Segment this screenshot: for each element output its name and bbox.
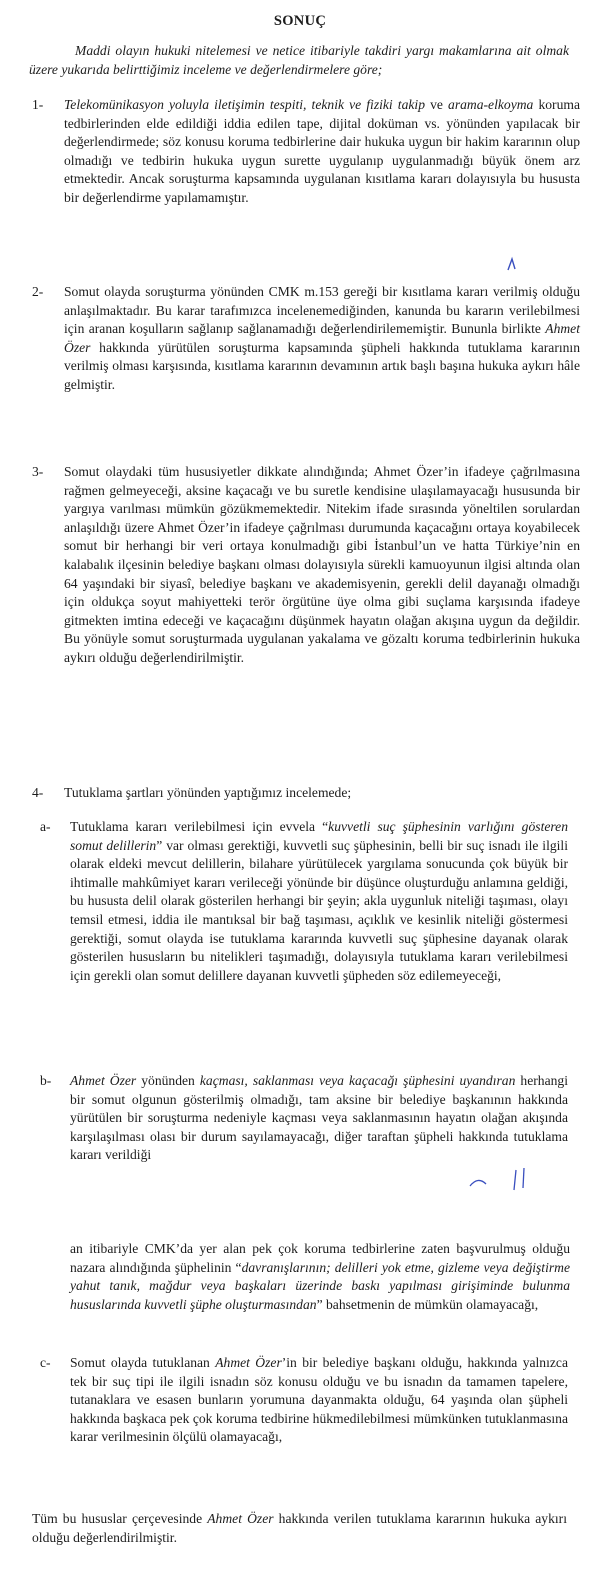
item-text-part: Tüm bu hususlar çerçevesinde — [32, 1511, 208, 1526]
sub-item-a — [40, 818, 568, 985]
item-text: Somut olaydaki tüm hususiyetler dikkate alındığında; Ahmet Özer’in ifadeye çağrılmasına rağmen gelmeyeceği, aksine kaçacağı ve bu suretle kendisine ulaşılamayacağı hususunda bir yargıya varılması mümkün gözükmemektedir. Nitekim ifade sırasında yöneltilen sorulardan anlaşıldığı üzere Ahmet Özer’in ifadeye çağrılması durumunda kaçacağını ortaya koyabilecek somut bir herhangi bir veri ortaya konulmadığı gibi İstanbul’un ve hatta Türkiye’nin en kalabalık ilçesinin belediye başkanı olması dolayısıyla sürekli kamuoyunun ilgisi altında olan 64 yaşındaki bir siyasî, belediye başkanı ve akademisyenin, gerekli delil dayanağı olmadığı için oldukça soyut mahiyetteki terör örgütüne üye olma gibi suçlama karşısında ifadeye gitmekten imtina edeceği ve kaçacağını düşünmek hayatın olağan akışına uygun da değildir. Bu yönüyle somut soruşturmada uygulanan yakalama ve gözaltı koruma tedbirlerinin hukuka aykırı olduğu değerlendirilmiştir. — [64, 464, 580, 666]
intro-paragraph: Maddi olayın hukuki nitelemesi ve netice itibariyle takdiri yargı makamlarına ait olmak üzere yukarıda belirttiğimiz inceleme ve değerlendirmelere göre; — [29, 43, 569, 77]
sub-item-text — [70, 1072, 568, 1165]
item-number: 3- — [32, 464, 44, 479]
item-number: 4- — [32, 785, 44, 800]
handwritten-mark-icon — [505, 256, 519, 272]
page-title: SONUÇ — [273, 13, 327, 29]
item-emphasis: Ahmet Özer — [64, 321, 580, 355]
item-text-part: ’in bir belediye başkanı olduğu, hakkında yalnızca tek bir suç tipi ile ilgili isnadın söz konusu olduğu ve bu isnadın da tamamen tapelere, tutanaklara ve esasen bunların yorumuna dayanmakta olduğu, 64 yaşında olan şüpheli hakkında başkaca pek çok koruma tedbirine hükmedilebilmesi mümkünken tutuklanmasına karar verilmesinin ölçülü olamayacağı, — [70, 1355, 568, 1445]
item-emphasis: Telekomünikasyon yoluyla iletişimin tespiti, teknik ve fiziki takip — [64, 97, 425, 112]
item-emphasis: Ahmet Özer — [70, 1073, 137, 1088]
item-2 — [32, 283, 580, 395]
sub-item-text — [70, 1354, 568, 1447]
sub-item-text — [70, 818, 568, 985]
item-text-part: Somut olayda tutuklanan — [70, 1355, 216, 1370]
item-text-part: ” bahsetmenin de mümkün olamayacağı, — [316, 1296, 539, 1312]
item-emphasis: arama-elkoyma — [448, 97, 534, 112]
sub-item-number: b- — [40, 1073, 52, 1088]
item-text-part: hakkında yürütülen soruşturma kapsamında şüpheli hakkında tutuklama kararının verilmiş olması karşısında, kısıtlama kararının devamının artık başlı başına hukuka aykırı hâle gelmiştir. — [64, 339, 580, 393]
sub-item-number: c- — [40, 1355, 51, 1370]
item-emphasis: kuvvetli suç şüphesinin varlığını gösteren somut delillerin — [70, 819, 568, 853]
sub-item-number: a- — [40, 819, 51, 834]
item-emphasis: davranışlarının; delilleri yok etme, gizleme veya değiştirme yahut tanık, mağdur veya başkaları üzerinde baskı yapılması girişiminde bulunma hususlarında kuvvetli şüphe oluşturmasından — [70, 1259, 570, 1312]
item-emphasis: Ahmet Özer — [215, 1355, 282, 1370]
final-paragraph — [32, 1510, 567, 1547]
sub-item-b — [40, 1072, 568, 1165]
item-1 — [32, 96, 580, 208]
item-number: 1- — [32, 97, 44, 112]
item-text-part: herhangi bir somut olgunun gösterilmiş olmadığı, tam aksine bir belediye başkanının hakkında yürütülen bir soruşturma nedeniyle kaçması veya saklanmasının hayatın olağan akışında karşılaşılması olası bir durum sayılamayacağı, diğer taraftan şüpheli hakkında tutuklama kararı verildiği — [70, 1073, 568, 1163]
item-4 — [32, 784, 580, 803]
item-text-part: ve — [425, 97, 449, 112]
item-3 — [32, 463, 580, 668]
sub-item-c — [40, 1354, 568, 1447]
item-text-part: ” var olması gerektiği, kuvvetli suç şüphesinin, belli bir suç isnadı ile ilgili olarak eldeki mevcut delillerin, bilahare yürütülecek yargılama sonucunda çok büyük bir ihtimalle mahkûmiyet kararı verileceği yönünde bir düşünce oluşturduğu anlamına geldiği, bu hususta delil olarak gösterilen herhangi bir şeyin; akla uygunluk niteliği taşıması, olayı temsil etmesi, iddia ile mantıksal bir bağ taşıması, açıklık ve kesinlik niteliği göstermesi gerektiği, somut olayda ise tutuklama kararında kuvvetli suç şüphesine dayanak olarak gösterilen hususların bu nitelikleri taşımadığı, dolayısıyla tutuklama kararı verilebilmesi için gerekli olan somut delillere dayanan kuvvetli şüpheden söz edilemeyeceği, — [70, 837, 568, 983]
item-number: 2- — [32, 284, 44, 299]
item-text — [64, 96, 580, 208]
item-text-part: koruma tedbirlerinden elde edildiği iddia edilen tape, dijital doküman vs. yönünden yapılacak bir değerlendirmede; söz konusu koruma tedbirlerine dair hukuka uygun bir hakim kararının olup olmadığı ve tedbirin hukuka uygun surette uygulanıp uygulanmadığı büyük önem arz etmektedir. Ancak soruşturma kapsamında uygulanan kısıtlama kararı dolayısıyla bu hususta bir değerlendirme yapılamamıştır. — [64, 97, 580, 206]
sub-item-b-continuation — [70, 1240, 570, 1314]
item-text-part: an itibariyle CMK’da yer alan pek çok koruma tedbirlerine zaten başvurulmuş olduğu nazara alındığında şüphelinin “ — [70, 1241, 570, 1275]
item-text-part: hakkında verilen tutuklama kararının hukuka aykırı olduğu değerlendirilmiştir. — [32, 1511, 567, 1545]
item-emphasis: Ahmet Özer — [207, 1511, 274, 1526]
item-text-part: Somut olayda soruşturma yönünden CMK m.153 gereği bir kısıtlama kararı verilmiş olduğu anlaşılmaktadır. Bu karar tarafımızca incelenemediğinden, kanunda bu kararın verilebilmesi için aranan koşulların sağlanıp sağlanamadığı değerlendirilememiştir. Bununla birlikte — [64, 284, 580, 337]
item-emphasis: kaçması, saklanması veya kaçacağı şüphesini uyandıran — [199, 1073, 516, 1088]
item-text-part: yönünden — [136, 1073, 200, 1088]
item-text: Tutuklama şartları yönünden yaptığımız incelemede; — [64, 785, 352, 800]
handwritten-mark-icon — [468, 1166, 538, 1192]
item-text-part: Tutuklama kararı verilebilmesi için evvela “ — [70, 819, 329, 834]
item-text — [64, 283, 580, 395]
